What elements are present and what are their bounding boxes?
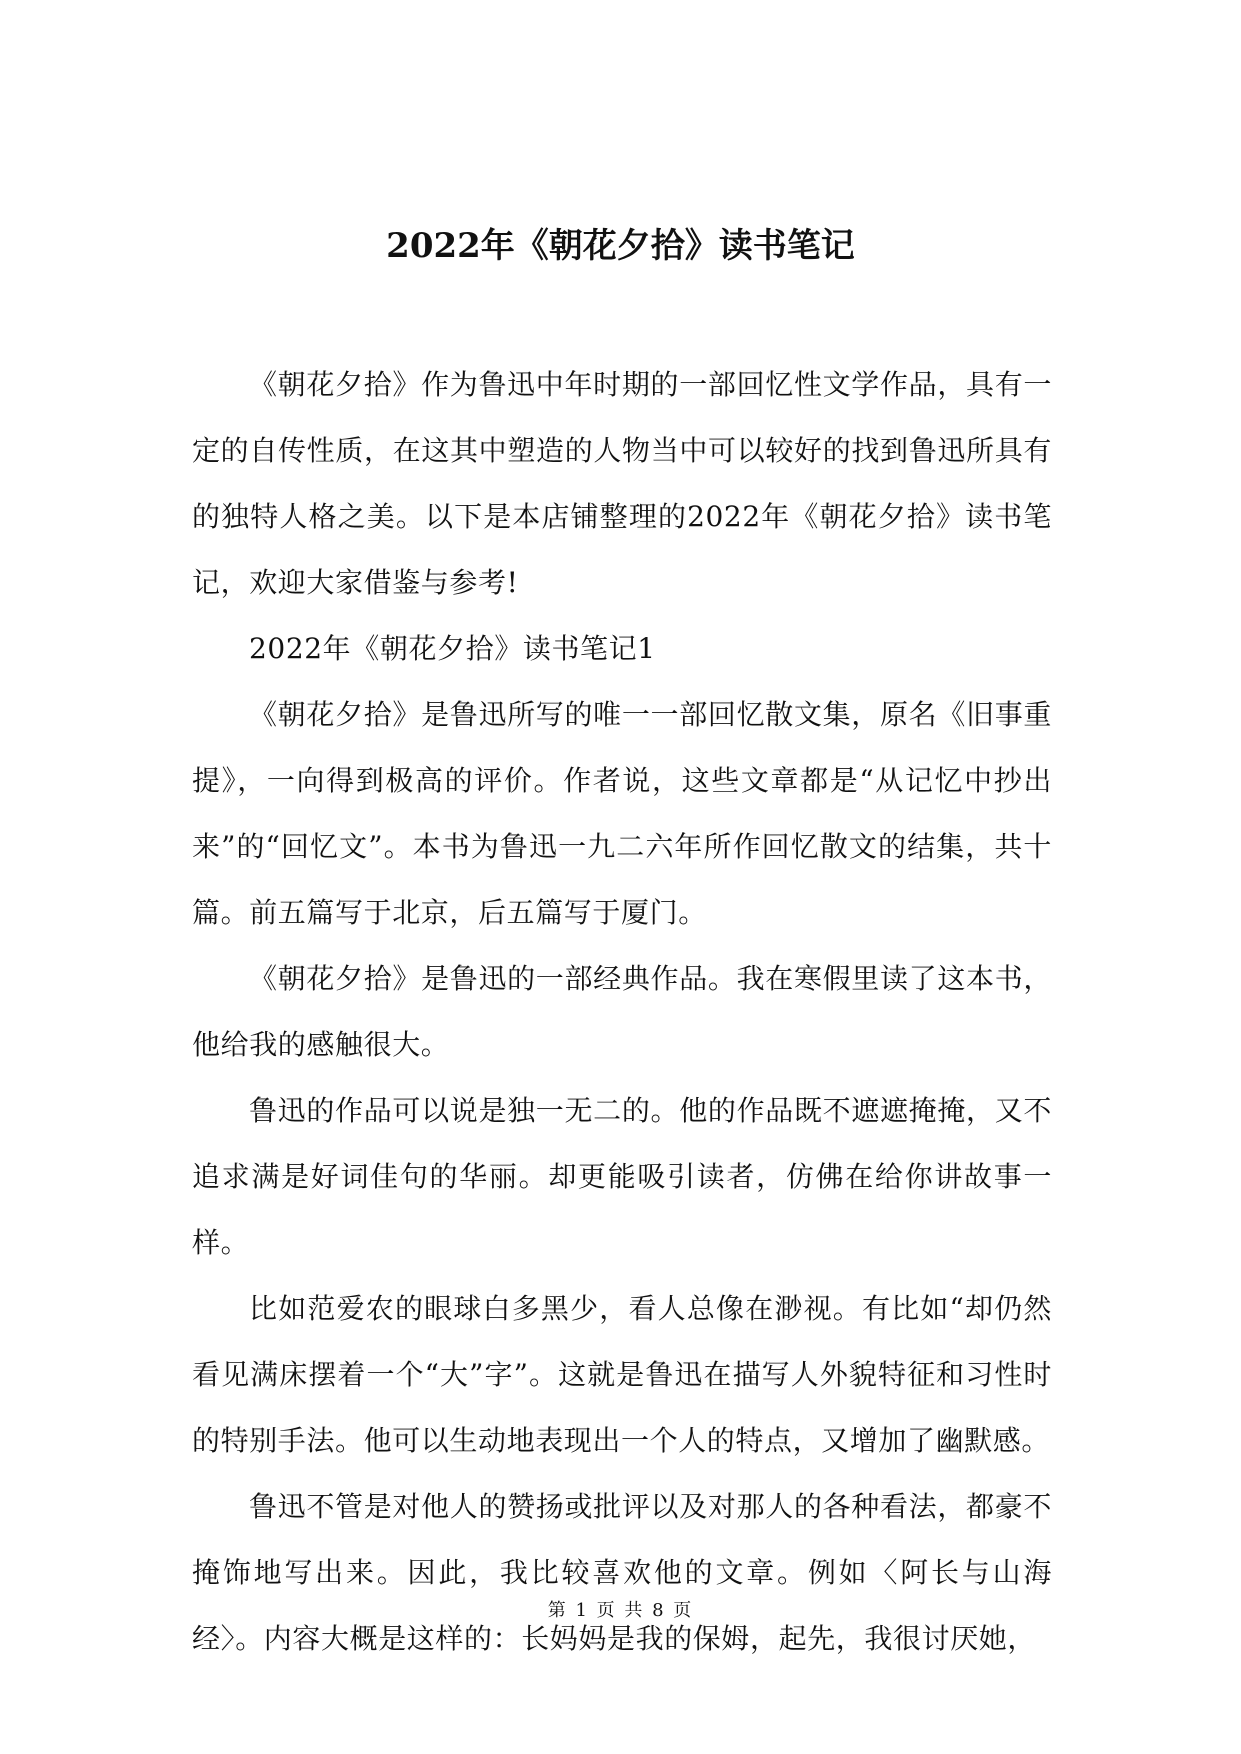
paragraph-writing-style: 鲁迅的作品可以说是独一无二的。他的作品既不遮遮掩掩，又不追求满是好词佳句的华丽。却更能吸引读者，仿佛在给你讲故事一样。 [192,1094,1052,1259]
document-title: 2022年《朝花夕拾》读书笔记 [386,226,855,266]
paragraph-section-heading: 2022年《朝花夕拾》读书笔记1 [249,632,656,665]
page-number-footer: 第 1 页 共 8 页 [547,1600,694,1621]
paragraph-book-intro: 《朝花夕拾》是鲁迅所写的唯一一部回忆散文集，原名《旧事重提》，一向得到极高的评价。作者说，这些文章都是“从记忆中抄出来”的“回忆文”。本书为鲁迅一九二六年所作回忆散文的结集，共十篇。前五篇写于北京，后五篇写于厦门。 [192,698,1052,929]
paragraph-intro: 《朝花夕拾》作为鲁迅中年时期的一部回忆性文学作品，具有一定的自传性质，在这其中塑造的人物当中可以较好的找到鲁迅所具有的独特人格之美。以下是本店铺整理的2022年《朝花夕拾》读书笔记，欢迎大家借鉴与参考! [192,368,1052,599]
paragraph-reading-impression: 《朝花夕拾》是鲁迅的一部经典作品。我在寒假里读了这本书，他给我的感触很大。 [192,962,1052,1061]
document-body [192,352,1052,1672]
paragraph-example-a-chang: 鲁迅不管是对他人的赞扬或批评以及对那人的各种看法，都豪不掩饰地写出来。因此，我比较喜欢他的文章。例如〈阿长与山海经〉。内容大概是这样的：长妈妈是我的保姆，起先，我很讨厌她， [192,1490,1052,1655]
paragraph-example-fan-ainong: 比如范爱农的眼球白多黑少，看人总像在渺视。有比如“却仍然看见满床摆着一个“大”字”。这就是鲁迅在描写人外貌特征和习性时的特别手法。他可以生动地表现出一个人的特点，又增加了幽默感。 [192,1292,1052,1457]
